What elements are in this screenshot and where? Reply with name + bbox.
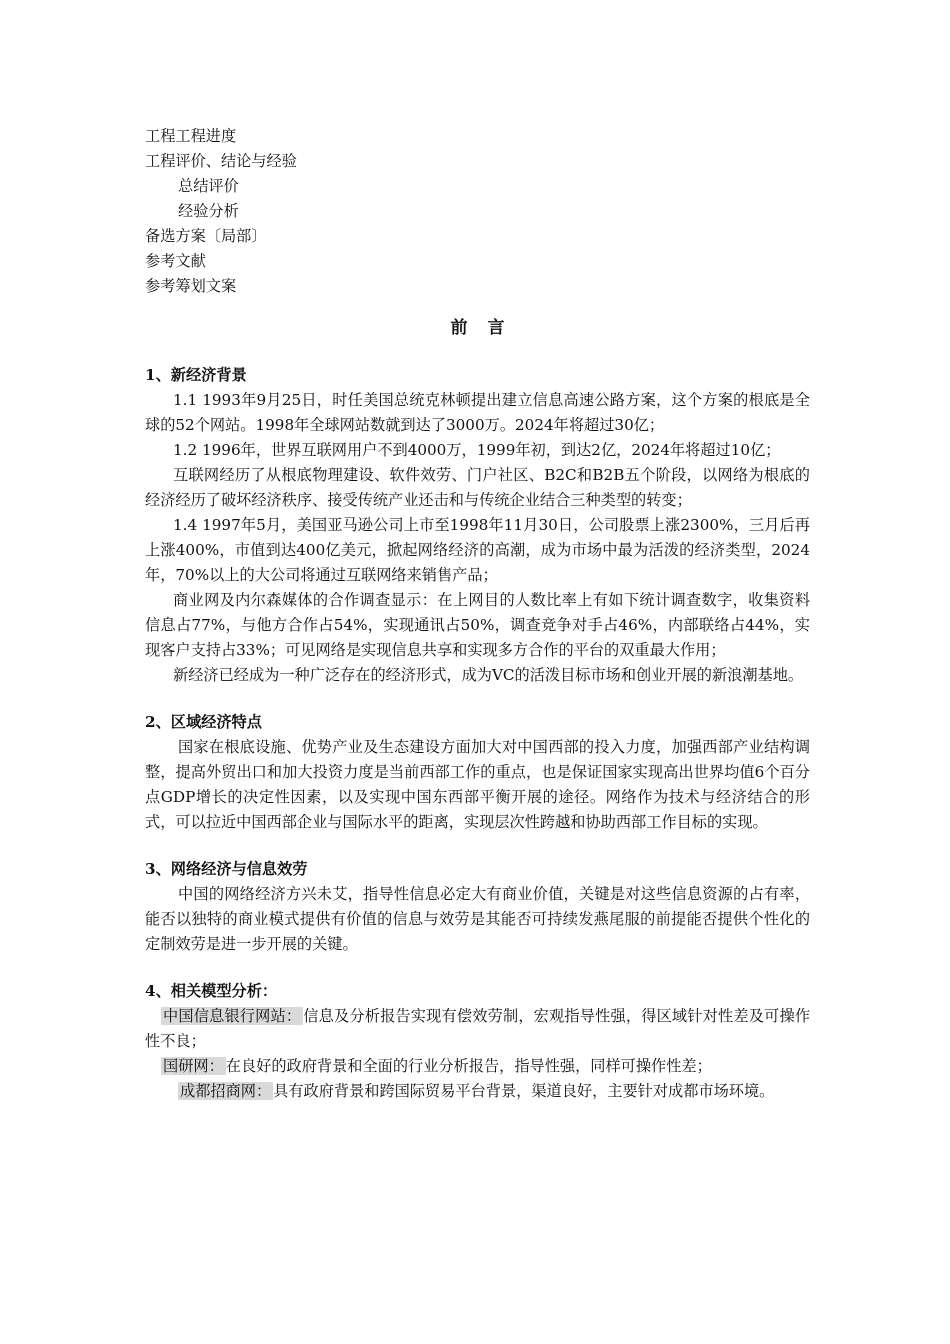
table-of-contents [145, 124, 810, 299]
toc-item: 工程评价、结论与经验 [145, 152, 297, 170]
paragraph: 互联网经历了从根底物理建设、软件效劳、门户社区、B2C和B2B五个阶段，以网络为根底的经济经历了破坏经济秩序、接受传统产业还击和与传统企业结合三种类型的转变； [145, 466, 810, 509]
model-name: 国研网： [163, 1057, 224, 1075]
model-name: 中国信息银行网站： [163, 1007, 302, 1025]
paragraph: 1.2 1996年，世界互联网用户不到4000万，1999年初，到达2亿，2024年将超过10亿； [173, 441, 781, 459]
toc-item: 工程工程进度 [145, 127, 237, 145]
section-heading: 3、网络经济与信息效劳 [145, 860, 308, 878]
toc-subitem: 经验分析 [178, 202, 239, 220]
model-name: 成都招商网： [180, 1082, 272, 1100]
paragraph: 新经济已经成为一种广泛存在的经济形式，成为VC的活泼目标市场和创业开展的新浪潮基地。 [173, 666, 804, 684]
document-page [145, 124, 810, 1104]
model-entry [145, 1004, 810, 1054]
model-desc: 信息及分析报告实现有偿效劳制，宏观指导性强，得区域针对性差及可操作性不良； [145, 1007, 811, 1050]
model-desc: 具有政府背景和跨国际贸易平台背景，渠道良好，主要针对成都市场环境。 [273, 1082, 775, 1100]
toc-item: 参考文献 [145, 252, 206, 270]
model-entry [145, 1054, 810, 1079]
paragraph: 商业网及内尔森媒体的合作调查显示：在上网目的人数比率上有如下统计调查数字，收集资料信息占77%，与他方合作占54%，实现通讯占50%，调查竞争对手占46%，内部联络占44%，实现客户支持占33%；可见网络是实现信息共享和实现多方合作的平台的双重最大作用； [145, 591, 810, 659]
model-entry [145, 1079, 810, 1104]
model-desc: 在良好的政府背景和全面的行业分析报告，指导性强，同样可操作性差； [225, 1057, 712, 1075]
section-heading: 1、新经济背景 [145, 366, 247, 384]
paragraph: 中国的网络经济方兴未艾，指导性信息必定大有商业价值，关键是对这些信息资源的占有率，能否以独特的商业模式提供有价值的信息与效劳是其能否可持续发燕尾服的前提能否提供个性化的定制效劳是进一步开展的关键。 [145, 885, 810, 953]
paragraph: 1.4 1997年5月，美国亚马逊公司上市至1998年11月30日，公司股票上涨2300%，三月后再上涨400%，市值到达400亿美元，掀起网络经济的高潮，成为市场中最为活泼的经济类型，2024年，70%以上的大公司将通过互联网络来销售产品； [145, 516, 810, 584]
document-title: 前言 [450, 318, 525, 338]
toc-subitem: 总结评价 [178, 177, 239, 195]
section-heading: 4、相关模型分析： [145, 982, 278, 1000]
section-heading: 2、区域经济特点 [145, 713, 262, 731]
toc-item: 备选方案〔局部〕 [145, 227, 267, 245]
toc-item: 参考筹划文案 [145, 277, 237, 295]
paragraph: 国家在根底设施、优势产业及生态建设方面加大对中国西部的投入力度，加强西部产业结构调整，提高外贸出口和加大投资力度是当前西部工作的重点，也是保证国家实现高出世界均值6个百分点GDP增长的决定性因素，以及实现中国东西部平衡开展的途径。网络作为技术与经济结合的形式，可以拉近中国西部企业与国际水平的距离，实现层次性跨越和协助西部工作目标的实现。 [145, 738, 810, 831]
paragraph: 1.1 1993年9月25日，时任美国总统克林顿提出建立信息高速公路方案，这个方案的根底是全球的52个网站。1998年全球网站数就到达了3000万。2024年将超过30亿； [145, 391, 810, 434]
